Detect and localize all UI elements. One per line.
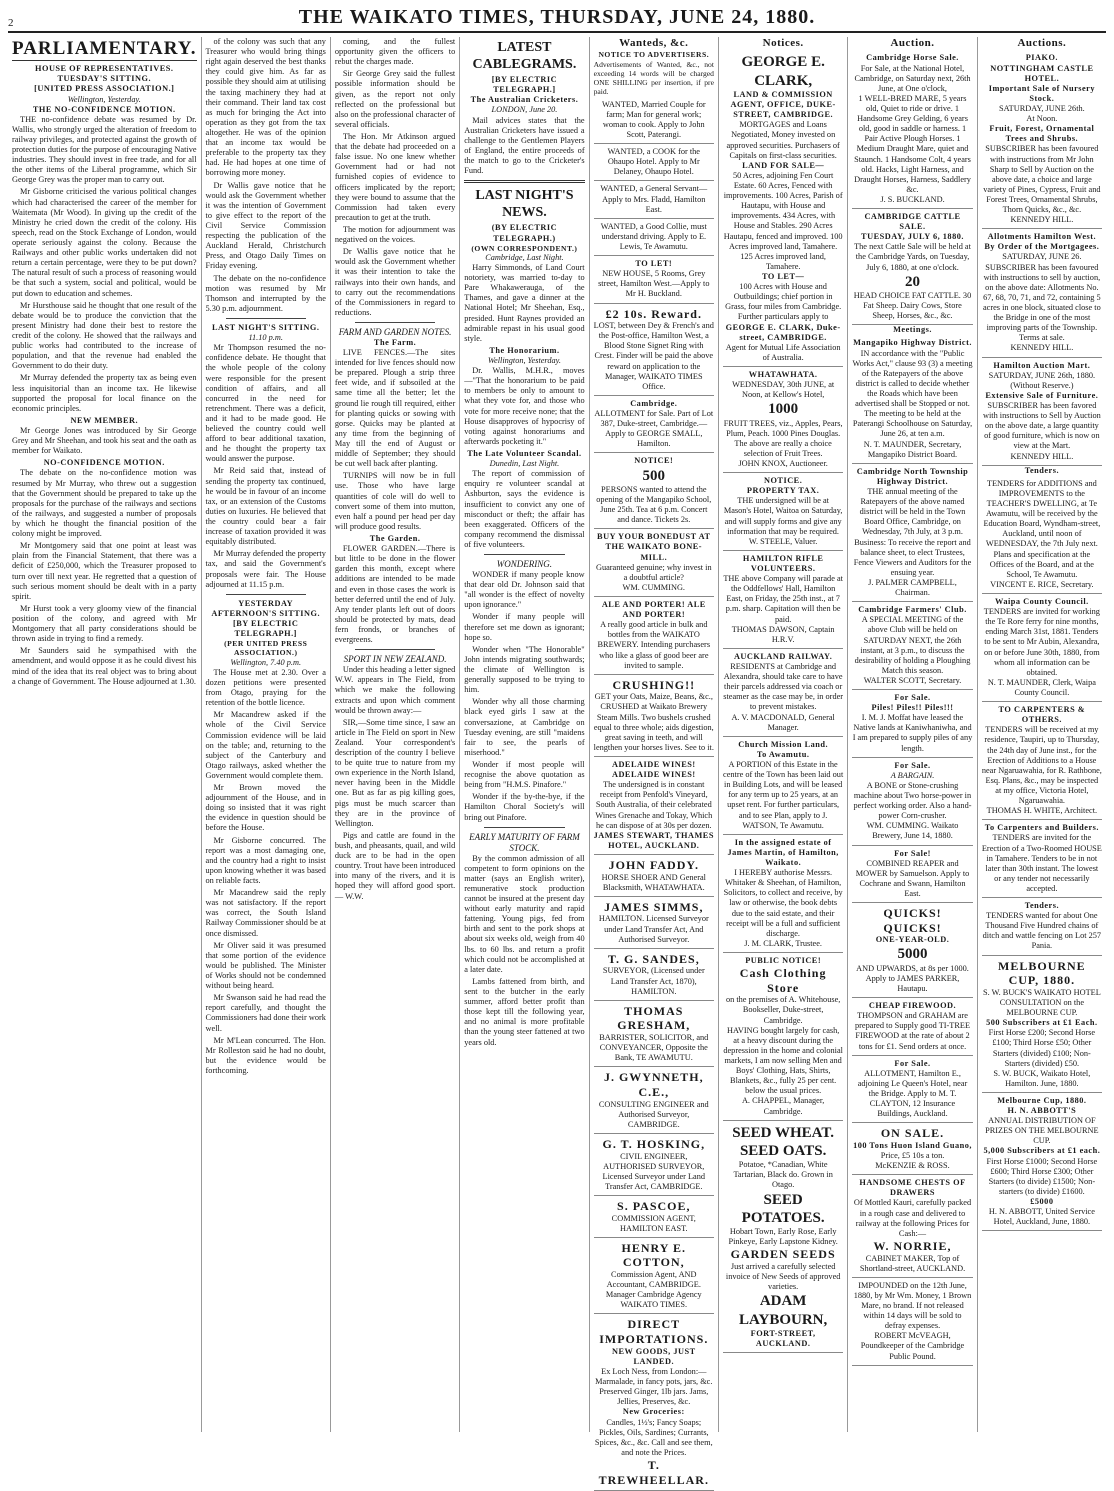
divider — [484, 554, 564, 555]
press-credit: (PER UNITED PRESS ASSOCIATION.) — [224, 639, 308, 658]
divider — [464, 180, 584, 183]
drawers-ad: HANDSOME CHESTS OF DRAWERS Of Mottled Kauri, carefully packed in a rough case and delivered to railway at the following Prices for Cash:— W. NORRIE, CABINET MAKER, Top of Shortland-street, AUCKLAND. — [852, 1175, 972, 1278]
auctions-heading: Auctions. — [1017, 37, 1067, 49]
auction-heading: Auction. — [890, 37, 935, 49]
township-meeting-ad: Cambridge North Township Highway District. THE annual meeting of the Ratepayers of the above named district will be held in the Town Board Office, Cambridge, on Wednesday, 7th July, at 3 p.m. Business: To receive the report and balance sheet, to elect Trustees, Fence Viewers and Auditors for the ensuing year. J. PALMER CAMPBELL, Chairman. — [852, 464, 972, 602]
article-paragraph: The motion for adjournment was negatived on the voices. — [334, 224, 456, 245]
builders-tender-ad: To Carpenters and Builders. TENDERS are invited for the Erection of a Two-Roomed HOUSE in Tamahere. Tenders to be in not later than 30th instant. The lowest or any tender not necessarily accepted. — [982, 820, 1102, 898]
garden-subheading: The Garden. — [369, 534, 421, 543]
motion-heading: THE NO-CONFIDENCE MOTION. — [32, 104, 176, 114]
bonedust-ad: BUY YOUR BONEDUST AT THE WAIKATO BONE-MILL. Guaranteed genuine; why invest in a doubtful article? WM. CUMMING. — [594, 529, 714, 597]
article-paragraph: Dr Wallis gave notice that he would ask the Government whether it was the intention of Government to give effect to the report of the Civil Service Commission respecting the publication of the Auckland Herald, Christchurch Press, and Otago Daily Times on Friday evening. — [205, 180, 326, 271]
crusher-sale-ad: For Sale. A BARGAIN. A BONE or Stone-crushing machine about Two horse-power in perfect working order. Also a hand-power Corn-crusher. WM. CUMMING. Waikato Brewery, June 14, 1880. — [852, 758, 972, 846]
last-nights-sitting-heading: LAST NIGHT'S SITTING. — [212, 322, 320, 332]
article-paragraph: coming, and the fullest opportunity given the officers to rebut the charges made. — [334, 37, 456, 67]
church-land-notice: Church Mission Land. To Awamutu. A PORTION of this Estate in the centre of the Town has been laid out in Building Lots, and will be leased for any term up to 25 years, at an upset rent. For further particulars, and to see Plan, apply to J. WATSON, Te Awamutu. — [723, 737, 843, 835]
farm-garden-heading: FARM AND GARDEN NOTES. — [338, 326, 452, 337]
article-paragraph: Dr Wallis gave notice that he would ask the Government whether it was their intention to take the railways into their own hands, and to carry out the recommendations of the Commissioners in regard to reductions. — [334, 247, 456, 317]
volunteer-scandal-heading: The Late Volunteer Scandal. — [467, 448, 582, 458]
article-paragraph: Wonder if many people will therefore set me down as ignorant; hope so. — [464, 612, 585, 642]
article-paragraph: The report of commission of enquiry re volunteer scandal at Ashburton, says the evidence is insufficient to convict any one of misconduct or theft; the affair has been exaggerated. Officers of the company recommend the dismissal of five volunteers. — [464, 469, 585, 549]
afternoon-sitting-heading: YESTERDAY AFTERNOON'S SITTING. — [211, 598, 321, 618]
article-paragraph: Mr Brown moved the adjournment of the House, and in doing so insisted that it was right the evidence in question should be before the House. — [205, 783, 326, 833]
last-nights-news-heading: LAST NIGHT'S NEWS. — [475, 188, 574, 221]
article-paragraph: Sir George Grey said the fullest possible information should be given, as the report not only reflected on the professional but also on the professional character of several officials. — [334, 69, 456, 129]
dateline: Dunedin, Last Night. — [489, 459, 560, 469]
divider — [355, 322, 435, 323]
cattle-sale-ad: CAMBRIDGE CATTLE SALE. TUESDAY, JULY 6, 1880. The next Cattle Sale will be held at the Cambridge Yards, on Tuesday, July 6, 1880, at one o'clock. 20 HEAD CHOICE FAT CATTLE. 30 Fat Sheep. Dairy Cows, Store Sheep, Horses, &c., &c. — [852, 209, 972, 325]
newspaper-page — [8, 5, 1106, 1487]
horse-sale-ad: Cambridge Horse Sale. For Sale, at the National Hotel, Cambridge, on Saturday next, 26th June, at One o'clock, 1 WELL-BRED MARE, 5 years old, Quiet to ride or drive. 1 Handsome Grey Gelding, 6 years old, good in saddle or harness. 1 Pair Active Plough Horses. 1 Medium Draught Mare, quiet and Staunch. 1 Handsome Colt, 4 years old. Hacks, Light Harness, and Draught Horses, Harness, Saddlery &c. J. S. BUCKLAND. — [852, 50, 972, 209]
dateline: LONDON, June 20. — [491, 105, 558, 115]
importations-ad: DIRECT IMPORTATIONS. NEW GOODS, JUST LANDED. Ex Loch Ness, from London:— Marmalade, in fancy pots, jars, &c. Preserved Ginger, 1lb jars. Jams, Jellies, Preserves, &c. New Groceries: Candles, 1½'s; Fancy Soaps; Pickles, Oils, Sardines; Currants, Spices, &c., &c. Call and see them, and note the Prices. T. TREWHEELLAR. — [594, 1314, 714, 1491]
article-paragraph: Under this heading a letter signed W.W. appears in The Field, from which we make the following extracts and upon which comment would be thrown away:— — [334, 665, 456, 715]
column-farm-and-sport — [331, 37, 460, 1432]
newspaper-title: THE WAIKATO TIMES, THURSDAY, JUNE 24, 1880. — [298, 6, 816, 28]
press-credit: [UNITED PRESS ASSOCIATION.] — [34, 84, 175, 94]
article-paragraph: SIR,—Some time since, I saw an article in The Field on sport in New Zealand. Your correspondent's description of the country I believe to be quite true to nature from my own experience in the North Island, never having been in the Middle one. But as far as pig killing goes, pigs must be much scarcer than they are in the province of Wellington. — [334, 717, 456, 828]
tender-ad: TENDERS for ADDITIONS and IMPROVEMENTS to the TEACHER'S DWELLING, at Te Awamutu, will be received by the Education Board, Wyndham-street, Auckland, until noon of WEDNESDAY, the 7th July next. Plans and specification at the Offices of the Board, and at the School, Te Awamutu. VINCENT E. RICE, Secretary. — [982, 476, 1102, 594]
article-paragraph: Mr Saunders said he sympathised with the amendment, and would oppose it as he could divest his mind of the idea that its real object was to bring about a change of Government. The House adjourned at 1.30. — [12, 646, 197, 686]
wanted-ad: WANTED, a Good Collie, must understand driving. Apply to E. Lewis, Te Awamutu. — [594, 219, 714, 256]
impounded-ad: IMPOUNDED on the 12th June, 1880, by Mr Wm. Money, 1 Brown Mare, no brand. If not released within 14 days will be sold to defray expenses. ROBERT McVEAGH, Poundkeeper of the Cambridge Public Pound. — [852, 1278, 972, 1366]
engineer-ad: J. GWYNNETH, C.E., CONSULTING ENGINEER and Authorised Surveyor, CAMBRIDGE. — [594, 1067, 714, 1134]
new-member-heading: NEW MEMBER. — [70, 415, 139, 425]
article-paragraph: THE no-confidence debate was resumed by Dr. Wallis, who strongly urged the alteration of freedom to railway privileges, and protected against the growth of protection duties for the purpose of encouraging Native industries. They should invest in free trade, and for all the other items of the Liberal programme, which Sir George Grey was the proper man to carry out. — [12, 114, 197, 185]
divider — [355, 649, 435, 650]
nursery-sale-ad: PIAKO. NOTTINGHAM CASTLE HOTEL. Important Sale of Nursery Stock. SATURDAY, JUNE 26th. At Noon. Fruit, Forest, Ornamental Trees and Shrubs. SUBSCRIBER has been favoured with instructions from Mr John Sharp to Sell by Auction on the above date, a choice and large variety of Pines, Cypress, Fruit and Forest Trees, Ornamental Shrubs, Thorn Quicks, &c., &c. KENNEDY HILL. — [982, 50, 1102, 229]
dateline: Wellington, 7.40 p.m. — [230, 657, 302, 667]
melbourne-cup-consultation-ad: MELBOURNE CUP, 1880. S. W. BUCK'S WAIKATO HOTEL CONSULTATION on the MELBOURNE CUP. 500 Subscribers at £1 Each. First Horse £200; Second Horse £100; Third Horse £50; Other Starters (divided) £100; Non-Starters (divided) £50. S. W. BUCK, Waikato Hotel, Hamilton. June, 1880. — [982, 956, 1102, 1093]
wondering-heading: WONDERING. — [496, 559, 553, 570]
column-wanteds — [590, 37, 719, 1487]
reaper-sale-ad: For Sale! COMBINED REAPER and MOWER by Samuelson. Apply to Cochrane and Swann, Hamilton East. — [852, 846, 972, 904]
article-paragraph: Mr Macandrew said the reply was not satisfactory. If the report was correct, the South Island Railway Commissioner should be at once dismissed. — [205, 888, 326, 938]
farmers-club-ad: Cambridge Farmers' Club. A SPECIAL MEETING of the above Club will be held on SATURDAY NEXT, the 26th instant, at 3 p.m., to discuss the desirability of holding a Ploughing Match this season. WALTER SCOTT, Secretary. — [852, 602, 972, 690]
estate-notice: In the assigned estate of James Martin, of Hamilton, Waikato. I HEREBY authorise Messrs. Whitaker & Sheehan, of Hamilton, Solicitors, to collect and receive, by law or otherwise, the book debts due to the said estate, and their receipt will be a full and sufficient discharge. J. M. CLARK, Trustee. — [723, 835, 843, 953]
county-tender-ad: Waipa County Council. TENDERS are invited for working the Te Rore ferry for nine months, ending March 31st, 1881. Tenders to be sent to Mr Aubin, Alexandra, on or before June 30th, 1880, from whom all information can be obtained. N. T. MAUNDER, Clerk, Waipa County Council. — [982, 594, 1102, 702]
article-paragraph: Harry Simmonds, of Land Court notoriety, was married to-day to Pare Whakawerauga, of the Thames, and gave a dinner at the National Hotel; Mr Sheehan, Esq., presided. Hunt Raynes provided an admirable repast in his usual good style. — [464, 262, 585, 343]
notice-text: Advertisements of Wanted, &c., not exceeding 14 words will be charged ONE SHILLING per insertion, if pre paid. — [593, 59, 714, 97]
fruit-tree-auction-ad: WHATAWHATA. WEDNESDAY, 30th JUNE, at Noon, at Kellow's Hotel, 1000 FRUIT TREES, viz., Apples, Pears, Plum, Peach. 1000 Pines Douglas. The above are really a choice selection of Fruit Trees. JOHN KNOX, Auctioneer. — [723, 367, 843, 473]
piles-ad: For Sale. Piles! Piles!! Piles!!! I. M. J. Moffat have leased the Native lands at Kaniwhaniwha, and I am prepared to supply piles of any length. — [852, 690, 972, 758]
property-tax-notice: NOTICE. PROPERTY TAX. THE undersigned will be at Mason's Hotel, Waitoa on Saturday, and will supply forms and give any information that may be required. W. STEELE, Valuer. — [723, 473, 843, 551]
surveyor-ad: T. G. SANDES, SURVEYOR, (Licensed under Land Transfer Act, 1870), HAMILTON. — [594, 949, 714, 1001]
column-parliamentary — [8, 37, 202, 1432]
column-auctions — [978, 37, 1106, 1432]
blacksmith-ad: JOHN FADDY. HORSE SHOER AND General Blacksmith, WHATAWHATA. — [594, 855, 714, 897]
article-paragraph: Dr. Wallis, M.H.R., moves—"That the honorarium to be paid to members be only to amount to what they vote for, and those who vote for more receive none; that the House disapproves of hypocrisy of voting against honorariums and afterwards pocketing it." — [464, 366, 585, 446]
time-stamp: 11.10 p.m. — [248, 333, 283, 343]
to-let-ad: TO LET! NEW HOUSE, 5 Rooms, Grey street, Hamilton West.—Apply to Mr H. Buckland. — [594, 256, 714, 303]
column-notices — [719, 37, 848, 1432]
article-paragraph: of the colony was such that any Treasurer who would bring things right again deserved the best thanks they could give him. As far as possible they should aim at utilising the taxing machinery they had at their command. Their land tax cost as much for bringing the Act into operation as they got from the tax altogether. He was of the opinion that an income tax would be preferable to the property tax they had. He had hopes at one time of borrowing more money. — [205, 37, 326, 178]
honorarium-heading: The Honorarium. — [489, 345, 560, 355]
house-heading: HOUSE OF REPRESENTATIVES. — [35, 64, 174, 74]
furniture-sale-ad: Hamilton Auction Mart. SATURDAY, JUNE 26th, 1880. (Without Reserve.) Extensive Sale of Furniture. SUBSCRIBER has been favored with instructions to Sell by Auction on the above date, a large quantity of good furniture, which is now on view at the Mart. KENNEDY HILL. — [982, 358, 1102, 466]
article-paragraph: Mr Swanson said he had read the report carefully, and thought the Commissioners had done their work well. — [205, 993, 326, 1033]
clothing-store-ad: PUBLIC NOTICE! Cash Clothing Store on the premises of A. Whitehouse, Bookseller, Duke-street, Cambridge. HAVING bought largely for cash, at a heavy discount during the depression in the home and colonial markets, I am now selling Men and Boys' Clothing, Hats, Shirts, Blankets, &c., fully 25 per cent. below the usual prices. A. CHAPPEL, Manager, Cambridge. — [723, 953, 843, 1121]
article-paragraph: FLOWER GARDEN.—There is but little to be done in the flower garden this month, except where additions are intended to be made and even in those cases the work is better deferred until the end of July. Any tender plants left out of doors should be protected by mats, dead fern fronds, or branches of evergreens. — [334, 544, 456, 645]
notice-heading: NOTICE TO ADVERTISERS. — [598, 50, 710, 60]
article-paragraph: The debate on the no-confidence motion was resumed by Mr Murray, who threw out a suggestion that the Government should be prepared to take up the proposals for the purchase of the railways and sections of the railways, and suggested a number of proposals by which he thought the financial position of the colony might be improved. — [12, 468, 197, 539]
sitting-heading: TUESDAY'S SITTING. — [57, 74, 152, 84]
article-paragraph: Mr Macandrew asked if the whole of the Civil Service Commission evidence will be laid on the table; and, returning to the subject of the Canterbury and Otago railways, asked whether the Government would complete them. — [205, 710, 326, 780]
article-paragraph: The Hon. Mr Atkinson argued that the debate had proceeded on a false issue. No one knew whether Government had or had not furnished copies of evidence to officers implicated by the report; they were bound to assume that the Commission had taken every precaution to get at the truth. — [334, 131, 456, 222]
commission-agent-ad: HENRY E. COTTON, Commission Agent, AND Accountant, CAMBRIDGE. Manager Cambridge Agency WAIKATO TIMES. — [594, 1238, 714, 1315]
cablegrams-heading: LATEST CABLEGRAMS. — [472, 40, 577, 73]
article-paragraph: The House met at 2.30. Over a dozen petitions were presented from Otago, praying for the retention of the bottle licence. — [205, 667, 326, 708]
dateline: Cambridge, Last Night. — [485, 252, 564, 262]
crushing-ad: CRUSHING!! GET your Oats, Maize, Beans, &c., CRUSHED at Waikato Brewery Steam Mills. Two bushels crushed equal to three whole; aids digestion, great saving in teeth, and will lengthen your horses lives. See to it. — [594, 675, 714, 757]
wanted-ad: WANTED, a General Servant—Apply to Mrs. Fladd, Hamilton East. — [594, 181, 714, 218]
cricketers-heading: The Australian Cricketers. — [470, 95, 579, 105]
wanted-ad: WANTED, a COOK for the Ohaupo Hotel. Apply to Mr Delaney, Ohaupo Hotel. — [594, 144, 714, 181]
quicks-ad: QUICKS! QUICKS! ONE-YEAR-OLD. 5000 AND UPWARDS, at 8s per 1000. Apply to JAMES PARKER, Hautapu. — [852, 903, 972, 998]
article-paragraph: Mr Gisborne criticised the various political changes which had characterised the career of the member for Waitemata (Mr Wood). In giving up the credit of the Ministry he cried down the credit of the colony. His speech, read on the Stock Exchange of London, would operate seriously against the colony. Because the Railways and other public works undertaken did not return a certain percentage, were they to be put down? The natural result of such a process of reasoning would be that such a system, social and political, would be put down to education and schemes. — [12, 187, 197, 298]
article-paragraph: Mr Thompson resumed the no-confidence debate. He thought that the whole people of the colony were responsible for the present condition of affairs, and all concurred in the need for retrenchment. There was a deficit, and it had to be made good. He believed the country could well afford to bear additional taxation, and he thought the property tax would answer the purpose. — [205, 343, 326, 464]
article-paragraph: WONDER if many people know that dear old Dr. Johnson said that "all wonder is the effect of novelty upon ignorance." — [464, 570, 585, 610]
allotment-sale-ad: For Sale. ALLOTMENT, Hamilton E., adjoining Le Queen's Hotel, near the Bridge. Apply to M. T. CLAYTON, 12 Insurance Buildings, Auckland. — [852, 1056, 972, 1124]
article-paragraph: Wonder if most people will recognise the above quotation as being from "H.M.S. Pinafore." — [464, 759, 585, 790]
fencing-tender-ad: Tenders. TENDERS wanted for about One Thousand Five Hundred chains of ditch and wattle fencing on Lot 257 Pania. — [982, 898, 1102, 956]
correspondent-credit: (OWN CORRESPONDENT.) — [471, 243, 578, 253]
article-paragraph: Mr M'Lean concurred. The Hon. Mr Rolleston said he had no doubt, but the evidence would be forthcoming. — [205, 1035, 326, 1075]
wanteds-heading: Wanteds, &c. — [619, 37, 689, 49]
article-paragraph: Mr Gisborne concurred. The report was a most damaging one, and the country had a right to insist upon knowing whether it was based on reliable facts. — [205, 835, 326, 886]
railway-notice: AUCKLAND RAILWAY. RESIDENTS at Cambridge and Alexandra, should take care to have their parcels addressed via coach or steamer as the case may be, in order to prevent mistakes. A. V. MACDONALD, General Manager. — [723, 649, 843, 737]
meetings-heading: Meetings. — [893, 325, 932, 335]
notices-heading: Notices. — [762, 37, 804, 49]
page-number: 2 — [8, 17, 14, 29]
tenders-heading: Tenders. — [1024, 465, 1060, 475]
article-paragraph: Lambs fattened from birth, and sent to the butcher in the early summer, afford better profit than those kept till the following year, and no animal is more profitable than the young steer fattened at two years old. — [464, 976, 585, 1047]
allotments-sale-ad: Allotments Hamilton West. By Order of the Mortgagees. SATURDAY, JUNE 26. SUBSCRIBER has been favoured with instructions to sell by auction, on the above date: Allotments No. 67, 68, 70, 71, and 72, containing 5 acres in one block, situated close to the Bridge in one of the most improving parts of the Township. Terms at sale. KENNEDY HILL. — [982, 229, 1102, 357]
divider — [226, 318, 306, 319]
wanted-ad: WANTED, Married Couple for farm; Man for general work; woman to cook. Apply to John Scott, Paterangi. — [594, 97, 714, 144]
dateline: Wellington, Yesterday. — [487, 355, 561, 365]
firewood-ad: CHEAP FIREWOOD. THOMPSON and GRAHAM are prepared to Supply good TI-TREE FIREWOOD at the rate of about 2 tons for £1. Send orders at once. — [852, 998, 972, 1056]
article-paragraph: Mr Murray defended the property tax, and said the Government's proposals were fair. The House adjourned at 11.15 p.m. — [205, 549, 326, 589]
masthead — [8, 5, 1106, 33]
barrister-ad: THOMAS GRESHAM, BARRISTER, SOLICITOR, and CONVEYANCER, Opposite the Bank, TE AWAMUTU. — [594, 1001, 714, 1068]
carpenters-tender-ad: TO CARPENTERS & OTHERS. TENDERS will be received at my residence, Taupiri, up to Thursday, the 24th day of June inst., for the Erection of Additions to a House near Ngaruawahia, for R. Rathbone, Esq. Plans, &c., may be inspected at my office, Victoria Hotel, Ngaruawahia. THOMAS H. WHITE, Architect. — [982, 702, 1102, 820]
article-paragraph: LIVE FENCES.—The sites intended for live fences should now be prepared. Plough a strip three feet wide, and if subsoiled at the same time all the better; let the ground lie rough till required, either for planting quicks or sowing with gorse. Quicks may be planted at any time from the beginning of May till the end of August or middle of September; they should be cut well back after planting. — [334, 348, 456, 469]
land-agent-ad: GEORGE E. CLARK, LAND & COMMISSION AGENT, OFFICE, DUKE-STREET, CAMBRIDGE. MORTGAGES and Loans Negotiated, Money invested on approved securities. Purchasers of Capitals on first-class securities. LAND FOR SALE— 50 Acres, adjoining Fen Court Estate. 60 Acres, Fenced with improvements. 100 Acres, Parish of Hautapu, with House and improvements. 434 Acres, with House and Stables. 290 Acres Hautapu, fenced and improved. 100 Acres improved land, Tamahere. 125 Acres improved land, Tamahere. TO LET— 100 Acres with House and Outbuildings; chief portion in Grass, four miles from Cambridge. Further particulars apply to GEORGE E. CLARK, Duke-street, CAMBRIDGE. Agent for Mutual Life Association of Australia. — [723, 50, 843, 367]
adelaide-wines-ad: ADELAIDE WINES! ADELAIDE WINES! The undersigned is in constant receipt from Penfold's Vineyard, South Australia, of their celebrated Wines Grenache and Tokay, Which he can dispose of at 30s per dozen. JAMES STEWART, THAMES HOTEL, AUCKLAND. — [594, 757, 714, 855]
commission-agent-ad: S. PASCOE, COMMISSION AGENT, HAMILTON EAST. — [594, 1196, 714, 1238]
article-paragraph: Mail advices states that the Australian Cricketers have issued a challenge to the Gentlemen Players of England, the entire proceeds of the match to go to the Cricketer's Fund. — [464, 115, 585, 176]
cambridge-ad: Cambridge. ALLOTMENT for Sale. Part of Lot 387, Duke-street, Cambridge.—Apply to GEORGE SMALL, Hamilton. — [594, 396, 714, 454]
column-cablegrams — [460, 37, 589, 1432]
article-paragraph: Pigs and cattle are found in the bush, and pheasants, quail, and wild duck are to be had in the open country. Trout have been introduced into many of the rivers, and it is hoped they will afford good sport. — W.W. — [334, 830, 456, 901]
article-paragraph: By the common admission of all competent to form opinions on the matter (says an English writer), remunerative stock production cannot be insured at the present day without early maturity and rapid fattening. Young pigs, fed from birth and sent to the pork shops at about six weeks old, weigh from 40 lbs. to 60 lbs. and return a profit which could not be accomplished at a later date. — [464, 853, 585, 974]
article-paragraph: Wonder if the by-the-bye, if the Hamilton Choral Society's will bring out Pinafore. — [464, 792, 585, 822]
column-auction — [848, 37, 977, 1432]
columns — [8, 37, 1106, 1487]
motion-heading: NO-CONFIDENCE MOTION. — [43, 458, 165, 468]
school-opening-ad: NOTICE! 500 PERSONS wanted to attend the opening of the Mangapiko School, June 25th. Tea at 6 p.m. Concert and dance. Tickets 2s. — [594, 453, 714, 529]
farm-subheading: The Farm. — [373, 337, 417, 347]
column-parliamentary-continued — [202, 37, 331, 1432]
guano-ad: ON SALE. 100 Tons Huon Island Guano, Price, £5 10s a ton. McKENZIE & ROSS. — [852, 1123, 972, 1175]
article-paragraph: Mr George Jones was introduced by Sir George Grey and Mr Sheehan, and took his seat and the oath as member for Waikato. — [12, 426, 197, 456]
divider — [484, 827, 564, 828]
article-paragraph: Mr Reid said that, instead of sending the property tax continued, he would be in favour of an income tax, or an extension of the Customs duties on luxuries. He believed that the country could bear a fair increase of taxation provided it was equitably distributed. — [205, 466, 326, 547]
divider — [226, 594, 306, 595]
telegraph-credit: (BY ELECTRIC TELEGRAPH.) — [491, 223, 558, 243]
early-maturity-heading: EARLY MATURITY OF FARM STOCK. — [469, 831, 580, 853]
dateline: Wellington, Yesterday. — [67, 94, 141, 104]
melbourne-cup-distribution-ad: Melbourne Cup, 1880. H. N. ABBOTT'S ANNUAL DISTRIBUTION OF PRIZES ON THE MELBOURNE CUP. 5,000 Subscribers at £1 each. First Horse £1000; Second Horse £600; Third Horse £300; Other Starters (to divide) £1500; Non-starters (to divide) £1600. £5000 H. N. ABBOTT, United Service Hotel, Auckland, June, 1880. — [982, 1093, 1102, 1231]
article-paragraph: Wonder when "The Honorable" John intends migrating southwards; the climate of Wellington is generally supposed to be trying to him. — [464, 644, 585, 695]
reward-ad: £2 10s. Reward. LOST, between Dey & French's and the Post-office, Hamilton West, a Blood Stone Signet Ring with Crest. Finder will be paid the above reward on application to the Manager, WAIKATO TIMES Office. — [594, 304, 714, 396]
article-paragraph: Mr Montgomery said that one point at least was plain from the Financial Statement, that there was a deficit of £250,000, which the Treasurer proposed to turn over till next year. He regretted that a question of such serious moment should be dealt with in a party spirit. — [12, 541, 197, 601]
highway-meeting-ad: Mangapiko Highway District. IN accordance with the "Public Works Act," clause 93 (3) a meeting of the Ratepayers of the above district is called to decide whether the Roads which have been advertised shall be Stopped or not. The meeting to be held at the Paterangi Schoolhouse on Saturday, June 26, at ten a.m. N. T. MAUNDER, Secretary, Mangapiko District Board. — [852, 335, 972, 463]
engineer-ad: G. T. HOSKING, CIVIL ENGINEER, AUTHORISED SURVEYOR, Licensed Surveyor under Land Transfer Act, CAMBRIDGE. — [594, 1134, 714, 1196]
sport-heading: SPORT IN NEW ZEALAND. — [343, 654, 447, 665]
telegraph-credit: [BY ELECTRIC TELEGRAPH.] — [491, 75, 558, 95]
article-paragraph: The debate on the no-confidence motion was resumed by Mr Thomson and interrupted by the 5.30 p.m. adjournment. — [205, 273, 326, 313]
article-paragraph: TURNIPS will now be in full use. Those who have large quantities of cole will do well to convert some of them into mutton, even half a pound per head per day will produce good results. — [334, 471, 456, 531]
seed-ad: SEED WHEAT. SEED OATS. Potatoe, *Canadian, White Tartarian, Black do. Grown in Otago. SEED POTATOES. Hobart Town, Early Rose, Early Pinkeye, Early Lapstone Kidney. GARDEN SEEDS Just arrived a carefully selected invoice of New Seeds of approved varieties. ADAM LAYBOURN, FORT-STREET, AUCKLAND. — [723, 1121, 843, 1354]
parliamentary-heading: PARLIAMENTARY. — [12, 37, 197, 61]
article-paragraph: Mr Oliver said it was presumed that some portion of the evidence would be published. The Minister of Works should not be condemned without being heard. — [205, 940, 326, 991]
article-paragraph: Mr Hurst took a very gloomy view of the financial position of the colony, and agreed with Mr Montgomery that all party considerations should be thrown aside in trying to find a remedy. — [12, 603, 197, 644]
telegraph-credit: [BY ELECTRIC TELEGRAPH.] — [233, 619, 299, 639]
ale-porter-ad: ALE AND PORTER! ALE AND PORTER! A really good article in bulk and bottles from the WAIKATO BREWERY. Intending purchasers who like a glass of good beer are invited to sample. — [594, 597, 714, 675]
surveyor-ad: JAMES SIMMS, HAMILTON. Licensed Surveyor under Land Transfer Act, And Authorised Surveyor. — [594, 897, 714, 949]
article-paragraph: Wonder why all those charming black eyed girls I saw at the conversazione, at Cambridge on Tuesday evening, are still "maidens fair to see, the pearls of miserhood." — [464, 697, 585, 757]
article-paragraph: Mr Hursthouse said he thought that one result of the debate would be to produce the conviction that the present Ministry had done their best to restore the credit of the colony. He showed that the railways and public works had contributed to the increase of population, and that the revenue had enabled the Government to do their duty. — [12, 300, 197, 371]
rifle-volunteers-notice: HAMILTON RIFLE VOLUNTEERS. THE above Company will parade at the Oddfellows' Hall, Hamilton East, on Friday, the 25th inst., at 7 p.m. sharp. Capitation will then be paid. THOMAS DAWSON, Captain H.R.V. — [723, 551, 843, 649]
article-paragraph: Mr Murray defended the property tax as being even less inquisitorial than an income tax. He likewise supported the proposal for local finance on the economic principles. — [12, 373, 197, 413]
